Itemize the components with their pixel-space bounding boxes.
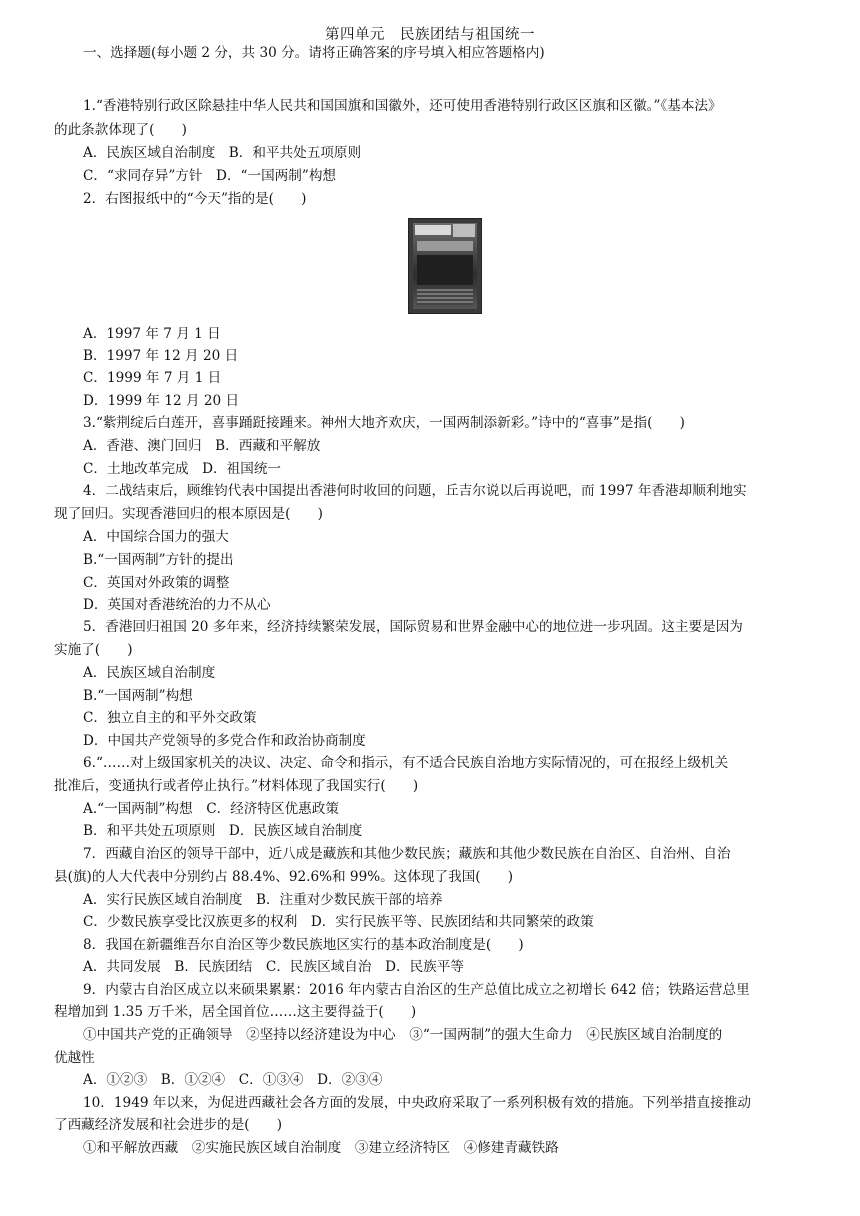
q1-option-row-1: A．民族区域自治制度 B．和平共处五项原则 xyxy=(83,145,362,161)
q6-line-1: 6.“……对上级国家机关的决议、决定、命令和指示，有不适合民族自治地方实际情况的，可在报经上级机关 xyxy=(83,755,729,771)
unit-title: 第四单元 民族团结与祖国统一 xyxy=(325,27,535,43)
q1-line-2: 的此条款体现了( ) xyxy=(54,122,187,138)
q6-option-row-1: A.“一国两制”构想 C．经济特区优惠政策 xyxy=(83,801,339,817)
q4-option-b: B.“一国两制”方针的提出 xyxy=(83,552,234,568)
q5-option-b: B.“一国两制”构想 xyxy=(83,688,193,704)
q2-option-d: D．1999 年 12 月 20 日 xyxy=(83,393,240,409)
q7-line-1: 7．西藏自治区的领导干部中，近八成是藏族和其他少数民族；藏族和其他少数民族在自治区、自治州、自治 xyxy=(83,846,731,862)
q5-line-1: 5．香港回归祖国 20 多年来，经济持续繁荣发展，国际贸易和世界金融中心的地位进一步巩固。这主要是因为 xyxy=(83,619,743,635)
q9-options: A．①②③ B．①②④ C．①③④ D．②③④ xyxy=(83,1072,383,1088)
q2-option-b: B．1997 年 12 月 20 日 xyxy=(83,348,239,364)
q1-option-row-2: C．“求同存异”方针 D．“一国两制”构想 xyxy=(83,168,337,184)
q7-line-2: 县(旗)的人大代表中分别约占 88.4%、92.6%和 99%。这体现了我国( ) xyxy=(54,869,514,885)
q3-option-row-2: C．土地改革完成 D．祖国统一 xyxy=(83,461,282,477)
q10-statements: ①和平解放西藏 ②实施民族区域自治制度 ③建立经济特区 ④修建青藏铁路 xyxy=(83,1140,559,1156)
q8-line-1: 8．我国在新疆维吾尔自治区等少数民族地区实行的基本政治制度是( ) xyxy=(83,937,524,953)
q3-option-row-1: A．香港、澳门回归 B．西藏和平解放 xyxy=(83,438,321,454)
q6-line-2: 批准后，变通执行或者停止执行。”材料体现了我国实行( ) xyxy=(54,778,419,794)
q9-statements-cont: 优越性 xyxy=(54,1050,95,1066)
q6-option-row-2: B．和平共处五项原则 D．民族区域自治制度 xyxy=(83,823,363,839)
q10-line-1: 10．1949 年以来，为促进西藏社会各方面的发展，中央政府采取了一系列积极有效的措施。下列举措直接推动 xyxy=(83,1095,751,1111)
q2-option-a: A．1997 年 7 月 1 日 xyxy=(83,326,221,342)
q4-option-c: C．英国对外政策的调整 xyxy=(83,575,230,591)
section-heading: 一、选择题(每小题 2 分，共 30 分。请将正确答案的序号填入相应答题格内) xyxy=(83,45,545,61)
q9-line-2: 程增加到 1.35 万千米，居全国首位……这主要得益于( ) xyxy=(54,1004,417,1020)
q9-statements: ①中国共产党的正确领导 ②坚持以经济建设为中心 ③“一国两制”的强大生命力 ④民族区域自治制度的 xyxy=(83,1027,723,1043)
q2-line-1: 2．右图报纸中的“今天”指的是( ) xyxy=(83,191,307,207)
q7-option-row-2: C．少数民族享受比汉族更多的权利 D．实行民族平等、民族团结和共同繁荣的政策 xyxy=(83,914,594,930)
q4-line-2: 现了回归。实现香港回归的根本原因是( ) xyxy=(54,506,323,522)
q2-option-c: C．1999 年 7 月 1 日 xyxy=(83,370,222,386)
q10-line-2: 了西藏经济发展和社会进步的是( ) xyxy=(54,1117,283,1133)
q4-option-a: A．中国综合国力的强大 xyxy=(83,529,229,545)
q4-line-1: 4．二战结束后，顾维钧代表中国提出香港何时收回的问题，丘吉尔说以后再说吧，而 1997 年香港却顺利地实 xyxy=(83,483,747,499)
q1-line-1: 1.“香港特别行政区除悬挂中华人民共和国国旗和国徽外，还可使用香港特别行政区区旗和区徽。”《基本法》 xyxy=(83,98,722,114)
q5-line-2: 实施了( ) xyxy=(54,642,133,658)
q5-option-c: C．独立自主的和平外交政策 xyxy=(83,710,257,726)
q7-option-row-1: A．实行民族区域自治制度 B．注重对少数民族干部的培养 xyxy=(83,892,443,908)
q5-option-d: D．中国共产党领导的多党合作和政治协商制度 xyxy=(83,733,366,749)
q5-option-a: A．民族区域自治制度 xyxy=(83,665,216,681)
q4-option-d: D．英国对香港统治的力不从心 xyxy=(83,597,271,613)
q9-line-1: 9．内蒙古自治区成立以来硕果累累：2016 年内蒙古自治区的生产总值比成立之初增长 642 倍；铁路运营总里 xyxy=(83,982,750,998)
q8-options: A．共同发展 B．民族团结 C．民族区域自治 D．民族平等 xyxy=(83,959,464,975)
newspaper-photo xyxy=(408,218,482,314)
q3-line-1: 3.“紫荆绽后白莲开，喜事踊跹接踵来。神州大地齐欢庆，一国两制添新彩。”诗中的“喜事”是指( ) xyxy=(83,415,685,431)
